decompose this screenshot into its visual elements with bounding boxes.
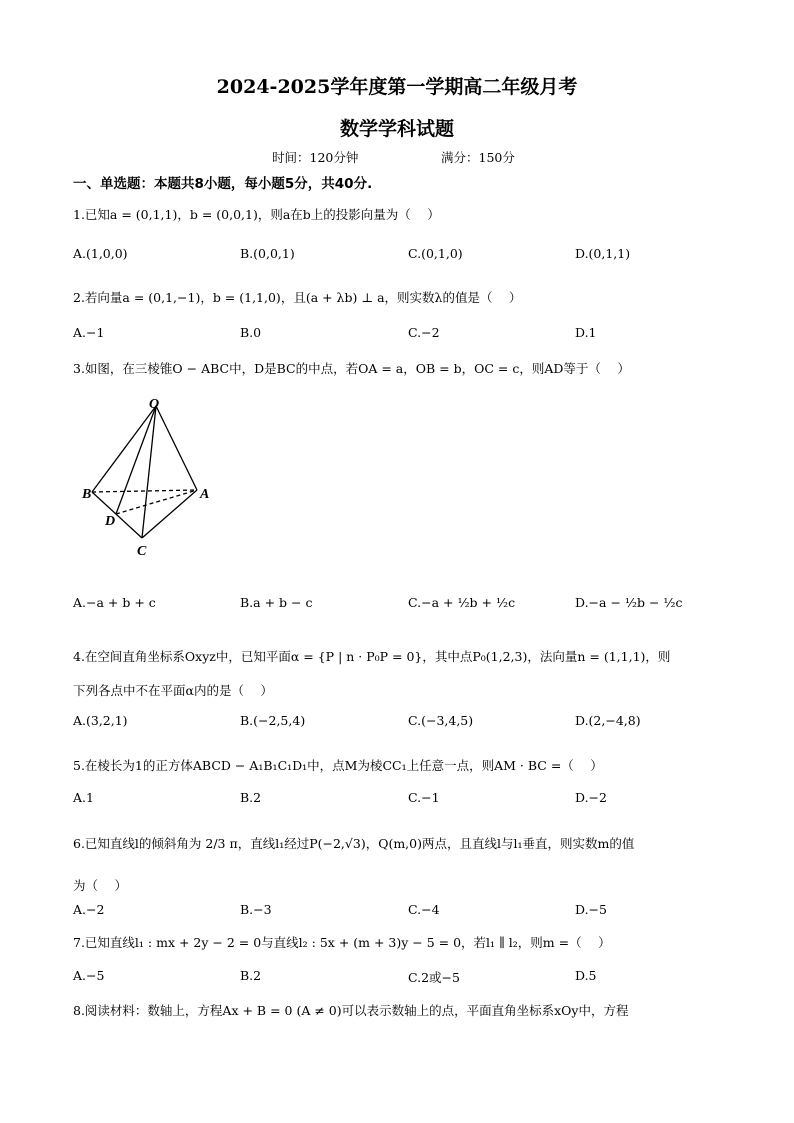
q2-option-d: D.1 bbox=[575, 325, 597, 340]
q3-option-b: B.a + b − c bbox=[240, 595, 313, 610]
q5-option-c: C.−1 bbox=[408, 790, 440, 805]
q7-option-d: D.5 bbox=[575, 968, 597, 983]
question-8-text: 8.阅读材料：数轴上，方程Ax + B = 0 (A ≠ 0)可以表示数轴上的点，平面直角坐标系xOy中，方程 bbox=[73, 1003, 629, 1018]
exam-title: 2024-2025学年度第一学期高二年级月考 bbox=[216, 76, 578, 98]
exam-score: 满分：150分 bbox=[441, 150, 515, 165]
question-6-text-line2: 为（ ） bbox=[73, 878, 127, 893]
q5-option-a: A.1 bbox=[73, 790, 94, 805]
question-1-text: 1.已知a = (0,1,1)，b = (0,0,1)，则a在b上的投影向量为（ ） bbox=[73, 207, 440, 222]
vertex-label-b: B bbox=[82, 487, 92, 502]
q1-option-d: D.(0,1,1) bbox=[575, 246, 631, 261]
q5-option-b: B.2 bbox=[240, 790, 262, 805]
question-4-text-line1: 4.在空间直角坐标系Oxyz中，已知平面α = {P | n · P₀P = 0}，其中点P₀(1,2,3)，法向量n = (1,1,1)，则 bbox=[73, 649, 671, 664]
exam-time: 时间：120分钟 bbox=[272, 150, 359, 165]
q2-option-a: A.−1 bbox=[73, 325, 105, 340]
vertex-label-c: C bbox=[137, 544, 147, 559]
question-4-text-line2: 下列各点中不在平面α内的是（ ） bbox=[73, 683, 273, 698]
tetrahedron-figure bbox=[76, 392, 226, 564]
q7-option-b: B.2 bbox=[240, 968, 262, 983]
q4-option-a: A.(3,2,1) bbox=[73, 713, 128, 728]
section-heading: 一、单选题：本题共8小题，每小题5分，共40分. bbox=[73, 176, 373, 192]
q4-option-d: D.(2,−4,8) bbox=[575, 713, 641, 728]
vertex-label-o: O bbox=[149, 397, 160, 412]
q2-option-c: C.−2 bbox=[408, 325, 440, 340]
q3-option-d: D.−a − ½b − ½c bbox=[575, 595, 683, 610]
question-6-text-line1: 6.已知直线l的倾斜角为 2/3 π，直线l₁经过P(−2,√3)，Q(m,0)两点，且直线l与l₁垂直，则实数m的值 bbox=[73, 836, 635, 851]
question-7-text: 7.已知直线l₁ : mx + 2y − 2 = 0与直线l₂ : 5x + (m + 3)y − 5 = 0，若l₁ ∥ l₂，则m =（ ） bbox=[73, 935, 611, 950]
q5-option-d: D.−2 bbox=[575, 790, 607, 805]
exam-subtitle: 数学学科试题 bbox=[339, 118, 454, 140]
q6-option-c: C.−4 bbox=[408, 902, 440, 917]
q1-option-b: B.(0,0,1) bbox=[240, 246, 295, 261]
q2-option-b: B.0 bbox=[240, 325, 262, 340]
vertex-label-d: D bbox=[105, 514, 116, 529]
q3-option-a: A.−a + b + c bbox=[73, 595, 156, 610]
question-3-text: 3.如图，在三棱锥O − ABC中，D是BC的中点，若OA = a，OB = b，OC = c，则AD等于（ ） bbox=[73, 361, 630, 376]
vertex-label-a: A bbox=[200, 487, 210, 502]
question-2-text: 2.若向量a = (0,1,−1)，b = (1,1,0)，且(a + λb) ⊥ a，则实数λ的值是（ ） bbox=[73, 290, 522, 305]
q6-option-d: D.−5 bbox=[575, 902, 607, 917]
q1-option-c: C.(0,1,0) bbox=[408, 246, 463, 261]
q6-option-b: B.−3 bbox=[240, 902, 272, 917]
q1-option-a: A.(1,0,0) bbox=[73, 246, 128, 261]
q6-option-a: A.−2 bbox=[73, 902, 105, 917]
q3-option-c: C.−a + ½b + ½c bbox=[408, 595, 516, 610]
q4-option-c: C.(−3,4,5) bbox=[408, 713, 474, 728]
q4-option-b: B.(−2,5,4) bbox=[240, 713, 306, 728]
question-5-text: 5.在棱长为1的正方体ABCD − A₁B₁C₁D₁中，点M为棱CC₁上任意一点，则AM · BC =（ ） bbox=[73, 758, 603, 773]
q7-option-c: C.2或−5 bbox=[408, 970, 460, 985]
q7-option-a: A.−5 bbox=[73, 968, 105, 983]
